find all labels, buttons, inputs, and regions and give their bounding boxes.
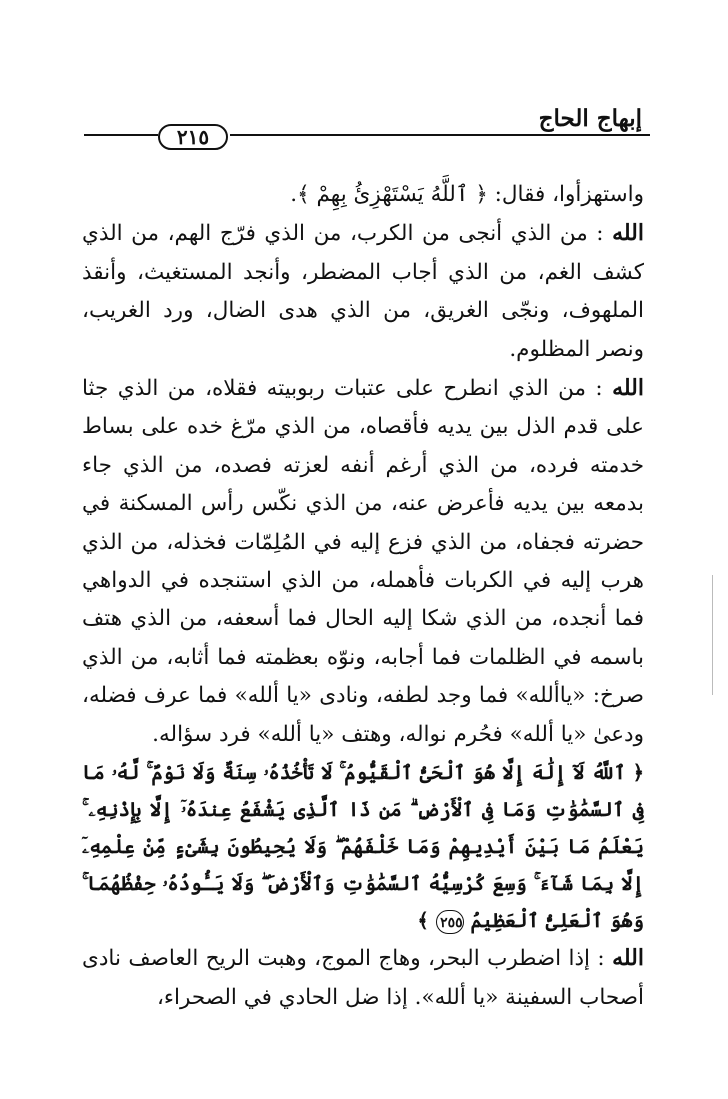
paragraph-2-text: : من الذي أنجى من الكرب، من الذي فرّج الهم، من الذي كشف الغم، من الذي أجاب المضطر، وأنجد المستغيث، وأنقذ الملهوف، ونجّى الغريق، من الذي هدى الضال، ورد الغريب، ونصر المظلوم. bbox=[82, 221, 644, 362]
paragraph-3-text: : من الذي انطرح على عتبات ربوبيته فقلاه، من الذي جثا على قدم الذل بين يديه فأقصاه، من الذي مرّغ خده على بساط خدمته فرده، من الذي أرغم أنفه لعزته فصده، من الذي جاء بدمعه بين يديه فأعرض عنه، من الذي نكّس رأس المسكنة في حضرته فجفاه، من الذي فزع إليه في المُلِمّات فخذله، من الذي هرب إليه في الكربات فأهمله، من الذي استنجده في الدواهي فما أنجده، من الذي شكا إليه الحال فما أسعفه، من الذي هتف باسمه في الظلمات فما أجابه، ونوّه بعظمته فما أثابه، من الذي صرخ: «ياألله» فما وجد لطفه، ونادى «يا ألله» فما عرف فضله، ودعىٰ «يا ألله» فحُرم نواله، وهتف «يا ألله» فرد سؤاله. bbox=[82, 376, 644, 747]
paragraph-4-text: : إذا اضطرب البحر، وهاج الموج، وهبت الريح العاصف نادى أصحاب السفينة «يا ألله». إذا ضل الحادي في الصحراء، bbox=[82, 946, 644, 1010]
quran-verse bbox=[82, 754, 644, 939]
verse-close-bracket: ﴾ bbox=[417, 909, 429, 933]
paragraph-4 bbox=[82, 939, 644, 1017]
margin-line bbox=[712, 575, 713, 695]
paragraph-3 bbox=[82, 369, 644, 754]
paragraph-2 bbox=[82, 214, 644, 369]
body-text bbox=[82, 176, 644, 1017]
running-title: إبهاج الحاج bbox=[538, 105, 642, 132]
paragraph-1: واستهزأوا، فقال: ﴿ ٱللَّهُ يَسْتَهْزِئُ بِهِمْ ﴾. bbox=[290, 182, 644, 207]
lead-word: الله bbox=[612, 945, 644, 972]
page-number: ٢١٥ bbox=[176, 125, 210, 149]
lead-word: الله bbox=[612, 375, 644, 402]
header-rule-line-long bbox=[230, 134, 650, 136]
lead-word: الله bbox=[612, 220, 644, 247]
verse-text: ﴿ ٱللَّهُ لَآ إِلَٰهَ إِلَّا هُوَ ٱلْحَىُّ ٱلْقَيُّومُ ۚ لَا تَأْخُذُهُۥ سِنَةٌ وَلَا نَوْمٌ ۚ لَّهُۥ مَا فِى ٱلسَّمَٰوَٰتِ وَمَا فِى ٱلْأَرْضِ ۗ مَن ذَا ٱلَّذِى يَشْفَعُ عِندَهُۥٓ إِلَّا بِإِذْنِهِۦ ۚ يَعْلَمُ مَا بَيْنَ أَيْدِيهِمْ وَمَا خَلْفَهُمْ ۖ وَلَا يُحِيطُونَ بِشَىْءٍ مِّنْ عِلْمِهِۦٓ إِلَّا بِمَا شَآءَ ۚ وَسِعَ كُرْسِيُّهُ ٱلسَّمَٰوَٰتِ وَٱلْأَرْضَ ۖ وَلَا يَـُٔودُهُۥ حِفْظُهُمَا ۚ وَهُوَ ٱلْعَلِىُّ ٱلْعَظِيمُ bbox=[82, 761, 644, 933]
verse-number: ٢٥٥ bbox=[436, 910, 464, 934]
header-rule-line-short bbox=[84, 134, 158, 136]
page-number-frame bbox=[158, 124, 228, 150]
